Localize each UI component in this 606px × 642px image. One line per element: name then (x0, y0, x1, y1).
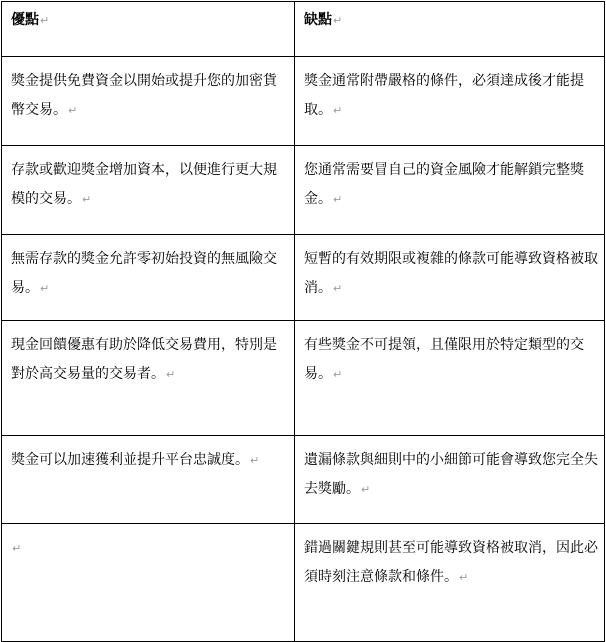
header-cons-text: 缺點 (304, 12, 332, 28)
pro-text: 現金回饋優惠有助於降低交易費用，特別是對於高交易量的交易者。 (11, 337, 277, 382)
con-text: 錯過關鍵規則甚至可能導致資格被取消，因此必須時刻注意條款和條件。 (304, 540, 598, 585)
pro-cell[interactable] (2, 235, 295, 321)
table-row (2, 57, 605, 146)
header-cell-pros[interactable] (2, 2, 295, 57)
paragraph-mark-icon: ↵ (333, 193, 343, 206)
con-text: 短暫的有效期限或複雜的條款可能導致資格被取消。 (304, 251, 598, 296)
con-cell[interactable] (295, 436, 605, 524)
paragraph-mark-icon: ↵ (361, 483, 371, 496)
con-cell[interactable] (295, 146, 605, 235)
paragraph-mark-icon: ↵ (166, 368, 176, 381)
table-row (2, 436, 605, 524)
con-text: 遺漏條款與細則中的小細節可能會導致您完全失去獎勵。 (304, 452, 598, 497)
header-pros-text: 優點 (11, 12, 39, 28)
table-row (2, 524, 605, 642)
con-text: 有些獎金不可提領，且僅限用於特定類型的交易。 (304, 337, 584, 382)
paragraph-mark-icon: ↵ (68, 104, 78, 117)
con-cell[interactable] (295, 235, 605, 321)
paragraph-mark-icon: ↵ (82, 193, 92, 206)
con-text: 您通常需要冒自己的資金風險才能解鎖完整獎金。 (304, 162, 584, 207)
table-row (2, 146, 605, 235)
pro-cell[interactable] (2, 57, 295, 146)
pro-text: 存款或歡迎獎金增加資本，以便進行更大規模的交易。 (11, 162, 277, 207)
paragraph-mark-icon: ↵ (333, 104, 343, 117)
paragraph-mark-icon: ↵ (333, 282, 343, 295)
table-row (2, 321, 605, 436)
paragraph-mark-icon: ↵ (40, 14, 50, 27)
con-text: 獎金通常附帶嚴格的條件，必須達成後才能提取。 (304, 73, 584, 118)
pro-cell[interactable] (2, 436, 295, 524)
con-cell[interactable] (295, 57, 605, 146)
pro-text: 無需存款的獎金允許零初始投資的無風險交易。 (11, 251, 277, 296)
paragraph-mark-icon: ↵ (40, 282, 50, 295)
header-cell-cons[interactable] (295, 2, 605, 57)
paragraph-mark-icon: ↵ (333, 368, 343, 381)
pro-text: 獎金提供免費資金以開始或提升您的加密貨幣交易。 (11, 73, 277, 118)
con-cell[interactable] (295, 321, 605, 436)
pro-text: 獎金可以加速獲利並提升平台忠誠度。 (11, 452, 249, 468)
con-cell[interactable] (295, 524, 605, 642)
pro-cell[interactable] (2, 321, 295, 436)
paragraph-mark-icon: ↵ (250, 454, 260, 467)
header-row (2, 2, 605, 57)
pros-cons-table (1, 1, 605, 642)
pro-cell[interactable] (2, 146, 295, 235)
pro-cell[interactable] (2, 524, 295, 642)
paragraph-mark-icon: ↵ (12, 542, 22, 555)
paragraph-mark-icon: ↵ (333, 14, 343, 27)
paragraph-mark-icon: ↵ (459, 571, 469, 584)
table-row (2, 235, 605, 321)
